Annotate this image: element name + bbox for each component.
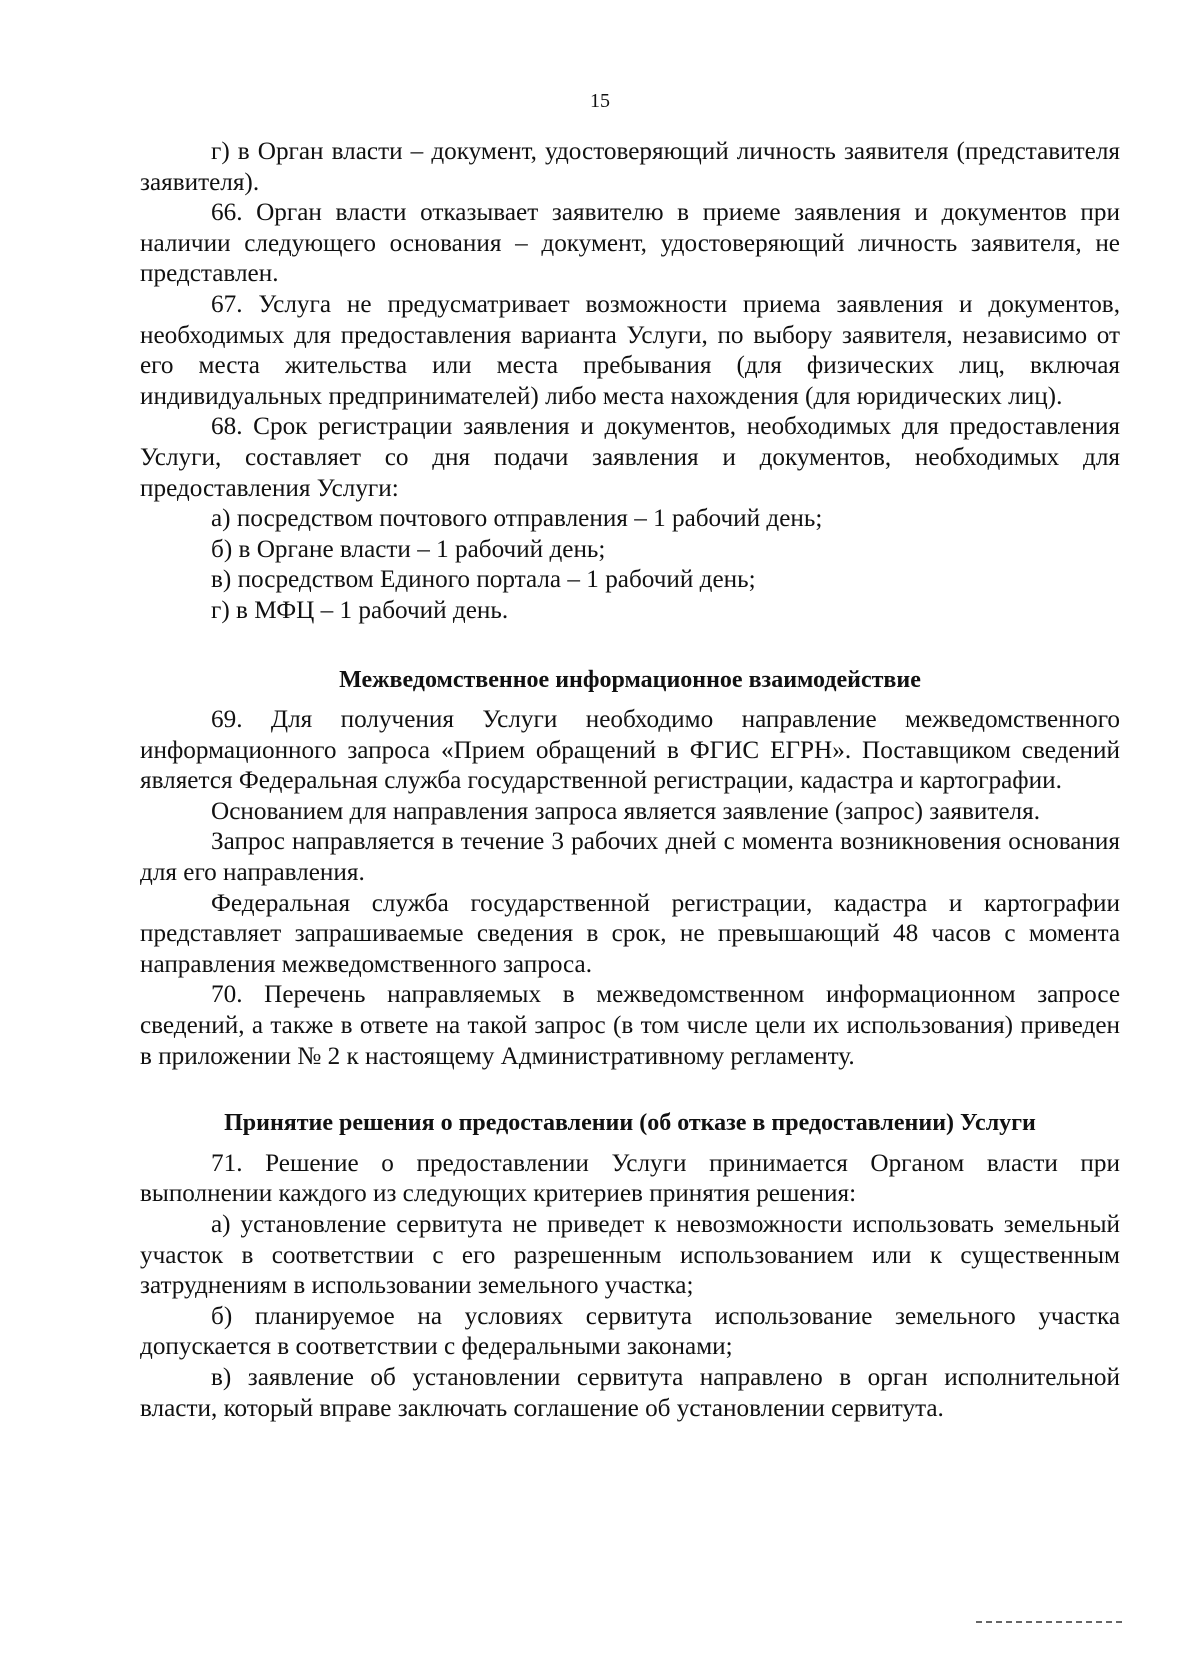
- list-item-71a: а) установление сервитута не приведет к невозможности использовать земельный участок в соответствии с его разрешенным использованием или к существенным затруднениям в использовании земельного участка;: [140, 1211, 1120, 1300]
- page-number: 15: [590, 90, 610, 112]
- list-item-71v: в) заявление об установлении сервитута направлено в орган исполнительной власти, который вправе заключать соглашение об установлении сервитута.: [140, 1363, 1120, 1422]
- paragraph-71: 71. Решение о предоставлении Услуги принимается Органом власти при выполнении каждого из следующих критериев принятия решения:: [140, 1149, 1120, 1208]
- document-body: [140, 137, 1120, 1424]
- section-heading-decision: Принятие решения о предоставлении (об отказе в предоставлении) Услуги: [224, 1110, 1036, 1137]
- paragraph-68: 68. Срок регистрации заявления и документов, необходимых для предоставления Услуги, составляет со дня подачи заявления и документов, необходимых для предоставления Услуги:: [140, 413, 1120, 502]
- paragraph-67: 67. Услуга не предусматривает возможности приема заявления и документов, необходимых для предоставления варианта Услуги, по выбору заявителя, независимо от его места жительства или места пребывания (для физических лиц, включая индивидуальных предпринимателей) либо места нахождения (для юридических лиц).: [140, 290, 1120, 410]
- list-item-71b: б) планируемое на условиях сервитута использование земельного участка допускается в соответствии с федеральными законами;: [140, 1302, 1120, 1361]
- paragraph-66: 66. Орган власти отказывает заявителю в приеме заявления и документов при наличии следующего основания – документ, удостоверяющий личность заявителя, не представлен.: [140, 199, 1120, 288]
- paragraph-69-timing: Запрос направляется в течение 3 рабочих дней с момента возникновения основания для его направления.: [140, 828, 1120, 887]
- paragraph-70: 70. Перечень направляемых в межведомственном информационном запросе сведений, а также в ответе на такой запрос (в том числе цели их использования) приведен в приложении № 2 к настоящему Административному регламенту.: [140, 981, 1120, 1070]
- paragraph-69-response: Федеральная служба государственной регистрации, кадастра и картографии представляет запрашиваемые сведения в срок, не превышающий 48 часов с момента направления межведомственного запроса.: [140, 889, 1120, 978]
- paragraph-69: 69. Для получения Услуги необходимо направление межведомственного информационного запроса «Прием обращений в ФГИС ЕГРН». Поставщиком сведений является Федеральная служба государственной регистрации, кадастра и картографии.: [140, 706, 1120, 795]
- paragraph-65g: г) в Орган власти – документ, удостоверяющий личность заявителя (представителя заявителя).: [140, 138, 1120, 196]
- list-item-68v: в) посредством Единого портала – 1 рабочий день;: [211, 566, 756, 594]
- paragraph-69-basis: Основанием для направления запроса является заявление (запрос) заявителя.: [211, 797, 1040, 825]
- list-item-68g: г) в МФЦ – 1 рабочий день.: [211, 596, 509, 624]
- list-item-68b: б) в Органе власти – 1 рабочий день;: [211, 535, 606, 563]
- list-item-68a: а) посредством почтового отправления – 1 рабочий день;: [211, 505, 823, 533]
- scan-artifact-dash: [976, 1621, 1122, 1623]
- section-heading-interagency: Межведомственное информационное взаимодействие: [339, 666, 921, 693]
